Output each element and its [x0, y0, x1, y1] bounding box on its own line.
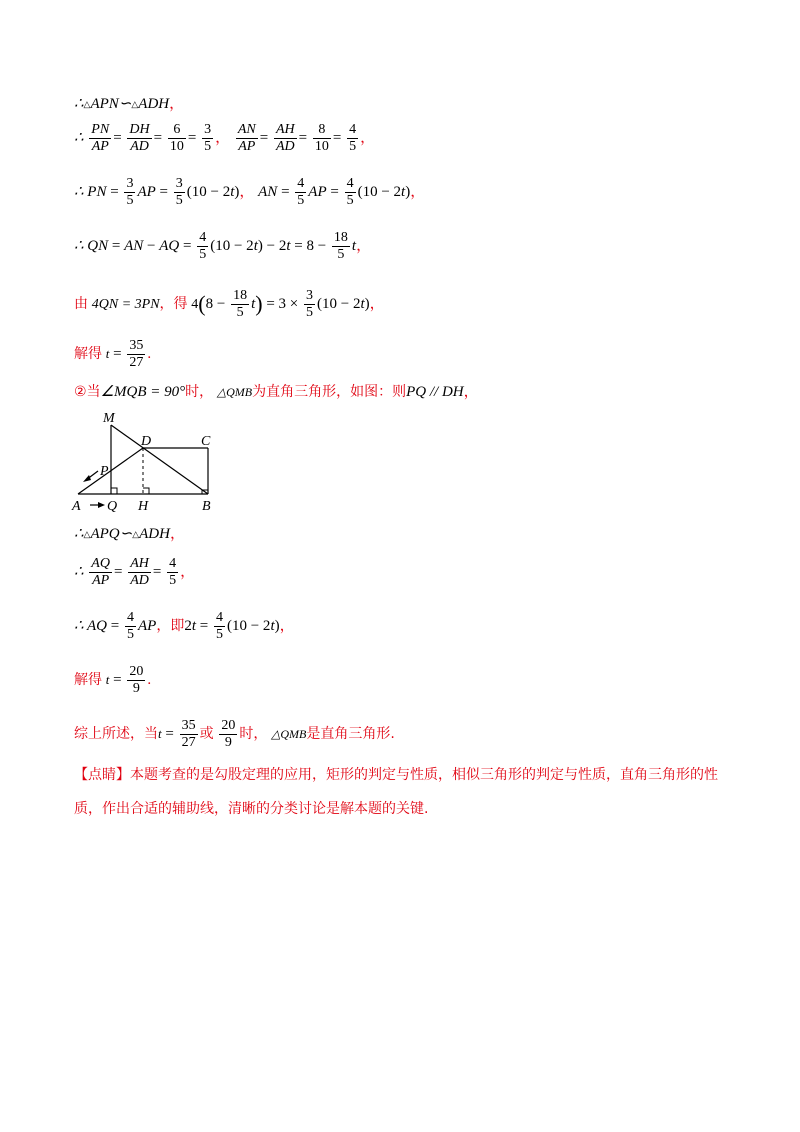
segment-mb — [111, 425, 208, 494]
label-a: A — [72, 499, 81, 514]
label-m: M — [103, 411, 115, 426]
comment-paragraph: 【点睛】本题考查的是勾股定理的应用，矩形的判定与性质，相似三角形的判定与性质，直角三角形的性质，作出合适的辅助线，清晰的分类讨论是解本题的关键. — [74, 767, 718, 817]
label-q: Q — [107, 499, 118, 514]
line-summary: 综上所述，当t = $\frac{35}{27}$ 或 $\frac{20}{9}$ 时， △QMB是直角三角形. — [74, 718, 395, 750]
line-pn-an-expr: ∴ PN = $\frac{3}{5}$ AP = $\frac{3}{5}$ (10 − 2t)， AN = $\frac{4}{5}$ AP = $\frac{4}{5}$ (10 − 2t)， — [74, 176, 426, 208]
line-case-2: ②当∠MQB = 90°时， △QMB为直角三角形，如图：则PQ // DH， — [74, 384, 479, 400]
line-equation-4qn-3pn: 由 4QN = 3PN，得 4(8 − $\frac{18}{5}$ t) = 3 × $\frac{3}{5}$ (10 − 2t)， — [74, 288, 385, 320]
line-aq-expr: ∴ AQ = $\frac{4}{5}$ AP，即2t = $\frac{4}{5}$ (10 − 2t)， — [74, 610, 295, 642]
label-b: B — [202, 499, 211, 514]
arrow-p-head — [83, 475, 91, 482]
line-qn-expr: ∴ QN = AN − AQ = $\frac{4}{5}$ (10 − 2t) − 2t = 8 − $\frac{18}{5}$ t， — [74, 230, 372, 262]
label-d: D — [141, 434, 152, 449]
geometry-figure — [70, 406, 220, 514]
line-solution-t2: 解得 t = $\frac{20}{9}$ . — [74, 664, 152, 696]
line-ratio-aq-ap: ∴ $\frac{AQ}{AP}$ = $\frac{AH}{AD}$ = $\frac{4}{5}$ ， — [74, 556, 196, 588]
right-angle-q — [111, 488, 117, 494]
label-c: C — [201, 434, 211, 449]
line-similar-apq-adh: ∴△APQ∽△ADH， — [74, 526, 185, 542]
line-similar-apn-adh: ∴△APN∽△ADH， — [74, 96, 185, 112]
right-angle-h — [143, 488, 149, 494]
arrow-aq-head — [98, 502, 105, 508]
label-p: P — [100, 464, 109, 479]
line-solution-t1: 解得 t = $\frac{35}{27}$ . — [74, 338, 152, 370]
label-h: H — [138, 499, 149, 514]
line-ratio-pn-ap: ∴ $\frac{PN}{AP}$ = $\frac{DH}{AD}$ = $\frac{6}{10}$ = $\frac{3}{5}$ ， $\frac{AN}{AP}$ = $\frac{AH}{AD}$ = $\frac{8}{10}$ = $\frac{4}{5}$ ， — [74, 122, 376, 154]
